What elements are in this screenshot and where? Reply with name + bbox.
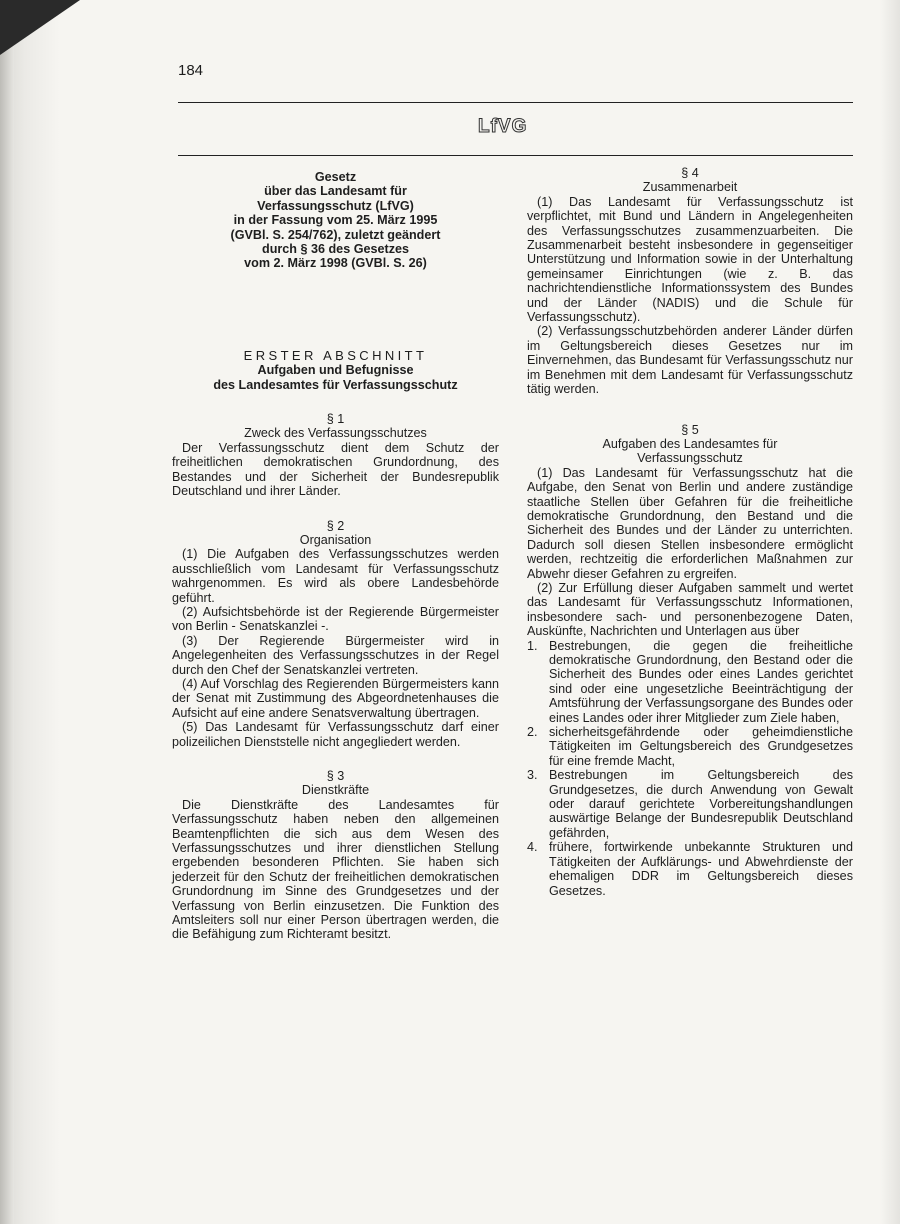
- list-item-number: 3.: [527, 768, 538, 783]
- list-item-number: 4.: [527, 840, 538, 855]
- header-rule-top: [178, 102, 853, 103]
- paragraph-title: Organisation: [299, 532, 372, 547]
- paragraph-text: (2) Verfassungsschutzbehörden anderer Länder dürfen im Geltungsbereich dieses Gesetzes nur im Einvernehmen, das Bundesamt für Verfassungsschutz nur im Benehmen mit dem Landesamt für Verfassungsschutz tätig werden.: [527, 324, 853, 397]
- paragraph-text: (5) Das Landesamt für Verfassungsschutz darf einer polizeilichen Dienststelle nicht angegliedert werden.: [172, 720, 499, 749]
- section-title-line: Aufgaben und Befugnisse: [257, 363, 414, 378]
- list-item: [527, 639, 853, 725]
- title-line: vom 2. März 1998 (GVBl. S. 26): [244, 256, 427, 271]
- paragraph-text: Die Dienstkräfte des Landesamtes für Verfassungsschutz haben neben den allgemeinen Beamtenpflichten die sich aus dem Wesen des Verfassungsschutzes und ihrer dienstlichen Stellung ergebenden besonderen Pflichten. Sie haben sich jederzeit für den Schutz der freiheitlichen demokratischen Grundordnung im Sinne des Grundgesetzes und der Verfassung von Berlin einzusetzen. Die Funktion des Amtsleiters soll nur einer Person übertragen werden, die die Befähigung zum Richteramt besitzt.: [172, 797, 499, 942]
- header-logo: LfVG: [478, 116, 528, 137]
- title-line: Gesetz: [314, 170, 357, 184]
- paragraph-number: § 5: [681, 422, 699, 437]
- list-item-number: 1.: [527, 638, 538, 653]
- header-rule-bottom: [178, 155, 853, 156]
- law-title: [172, 170, 499, 271]
- paragraph-title: Dienstkräfte: [301, 783, 370, 798]
- paragraph-text: Der Verfassungsschutz dient dem Schutz der freiheitlichen demokratischen Grundordnung, des Bestandes und der Sicherheit der Bundesrepublik Deutschland und ihrer Länder.: [172, 440, 499, 499]
- section-title: [172, 363, 499, 392]
- paragraph-text: (4) Auf Vorschlag des Regierenden Bürgermeisters kann der Senat mit Zustimmung des Abgeordnetenhauses die Aufsicht auf eine andere Senatsverwaltung übertragen.: [172, 676, 499, 720]
- paragraph-number: § 1: [326, 412, 345, 427]
- paragraph-text: (1) Die Aufgaben des Verfassungsschutzes werden ausschließlich vom Landesamt für Verfassungsschutz wahrgenommen. Es wird als obere Landesbehörde geführt.: [172, 547, 499, 605]
- paragraph-number: § 2: [326, 518, 345, 533]
- section-heading: ERSTER ABSCHNITT: [243, 347, 428, 363]
- title-line: durch § 36 des Gesetzes: [262, 242, 409, 257]
- paragraph-text: (3) Der Regierende Bürgermeister wird in Angelegenheiten des Verfassungsschutzes in der Regel durch den Chef der Senatskanzlei vertreten.: [172, 633, 499, 677]
- paragraph-title: Zweck des Verfassungsschutzes: [244, 426, 427, 441]
- list-item: [527, 725, 853, 768]
- paragraph-title-line: Aufgaben des Landesamtes für: [602, 436, 778, 451]
- list-item-number: 2.: [527, 725, 538, 740]
- list-item-text: sicherheitsgefährdende oder geheimdienstliche Tätigkeiten im Geltungsbereich des Grundgesetzes für eine fremde Macht,: [549, 725, 853, 768]
- section-title-line: des Landesamtes für Verfassungsschutz: [213, 377, 458, 392]
- list-item: [527, 840, 853, 898]
- paragraph-text: (1) Das Landesamt für Verfassungsschutz hat die Aufgabe, den Senat von Berlin und andere zuständige staatliche Stellen über Gefahren für die freiheitliche demokratische Grundordnung, den Bestand und die Sicherheit des Bundes und der Länder zu unterrichten. Dadurch soll diesen Stellen insbesondere ermöglicht werden, rechtzeitig die erforderlichen Maßnahmen zur Abwehr dieser Gefahren zu ergreifen.: [527, 465, 853, 581]
- left-column: [172, 170, 499, 942]
- paragraph-text: (1) Das Landesamt für Verfassungsschutz ist verpflichtet, mit Bund und Ländern in Angelegenheiten des Verfassungsschutzes zusammenzuarbeiten. Die Zusammenarbeit besteht insbesondere in gegenseitiger Unterstützung und Information sowie in der Unterhaltung gemeinsamer Einrichtungen (wie z. B. das nachrichtendienstliche Informationssystem des Bundes und der Länder (NADIS) und die Schule für Verfassungsschutz).: [527, 194, 853, 325]
- paragraph-text: (2) Zur Erfüllung dieser Aufgaben sammelt und wertet das Landesamt für Verfassungsschutz Informationen, insbesondere sach- und personenbezogene Daten, Auskünfte, Nachrichten und Unterlagen aus über: [527, 580, 853, 639]
- list-item-text: Bestrebungen, die gegen die freiheitliche demokratische Grundordnung, den Bestand oder die Sicherheit des Bundes oder eines Landes gerichtet sind oder eine ungesetzliche Beeinträchtigung der Amtsführung der Verfassungsorgane des Bundes oder eines Landes oder ihrer Mitglieder zum Ziele haben,: [549, 638, 853, 725]
- paragraph-number: § 3: [326, 769, 345, 783]
- binding-shadow: [0, 0, 14, 1224]
- paragraph-text: (2) Aufsichtsbehörde ist der Regierende Bürgermeister von Berlin - Senatskanzlei -.: [172, 604, 499, 634]
- list-item-text: frühere, fortwirkende unbekannte Strukturen und Tätigkeiten der Aufklärungs- und Abwehrdienste der ehemaligen DDR im Geltungsbereich dieses Gesetzes.: [549, 840, 853, 898]
- title-line: Verfassungsschutz (LfVG): [257, 198, 414, 213]
- title-line: über das Landesamt für: [264, 184, 407, 199]
- title-line: (GVBl. S. 254/762), zuletzt geändert: [230, 227, 441, 242]
- paragraph-title: Zusammenarbeit: [642, 180, 738, 195]
- list-item-text: Bestrebungen im Geltungsbereich des Grundgesetzes, die durch Anwendung von Gewalt oder darauf gerichtete Vorbereitungshandlungen auswärtige Belange der Bundesrepublik Deutschland gefährden,: [549, 768, 853, 840]
- page-corner: [0, 0, 80, 55]
- enumerated-list: [527, 639, 853, 898]
- list-item: [527, 768, 853, 840]
- paragraph-title: [527, 437, 853, 466]
- paragraph-title-line: Verfassungsschutz: [637, 451, 743, 466]
- paragraph-number: § 4: [681, 166, 699, 180]
- right-column: [527, 166, 853, 898]
- page-number: 184: [178, 62, 204, 79]
- title-line: in der Fassung vom 25. März 1995: [233, 213, 438, 228]
